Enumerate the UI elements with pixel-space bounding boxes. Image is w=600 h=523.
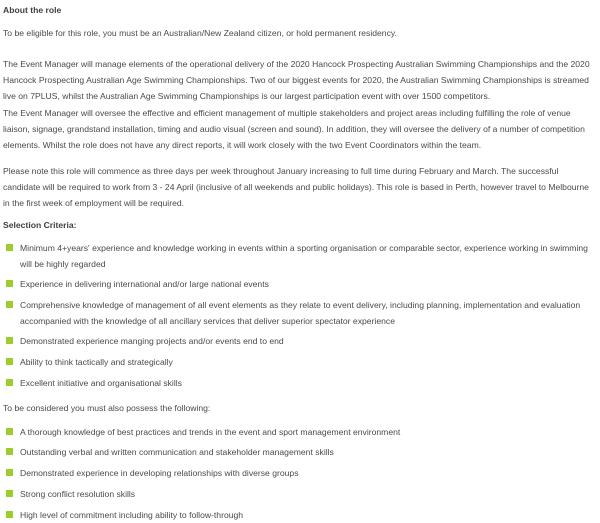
list-item (3, 507, 595, 523)
list-item (3, 375, 595, 391)
about-heading: About the role (3, 5, 62, 15)
list-item (3, 354, 595, 370)
list-item (3, 297, 595, 329)
schedule-paragraph: Please note this role will commence as three days per week throughout January increasing to full time during February and March. The successful candidate will be required to work from 3 - 24 April (inclusive of all weekends and public holidays). This role is based in Perth, however travel to Melbourne in the first week of employment will be required. (3, 166, 589, 208)
list-item (3, 465, 595, 481)
square-bullet-icon (6, 337, 13, 344)
list-item (3, 486, 595, 502)
list-item-text: Outstanding verbal and written communication and stakeholder management skills (20, 447, 334, 457)
square-bullet-icon (6, 301, 13, 308)
list-item-text: High level of commitment including ability to follow-through (20, 510, 244, 520)
list-item-text: A thorough knowledge of best practices and trends in the event and sport management environment (20, 427, 401, 437)
responsibilities-paragraph: The Event Manager will oversee the effective and efficient management of multiple stakeholders and project areas including fulfilling the role of venue liaison, signage, grandstand installation, timing and audio visual (screen and sound). In addition, they will oversee the delivery of a number of competition elements. Whilst the role does not have any direct reports, it will work closely with the two Event Coordinators within the team. (3, 108, 585, 150)
eligibility-paragraph: To be eligible for this role, you must be an Australian/New Zealand citizen, or hold permanent residency. (3, 28, 397, 38)
square-bullet-icon (6, 358, 13, 365)
additional-requirements-intro: To be considered you must also possess the following: (3, 403, 211, 413)
square-bullet-icon (6, 379, 13, 386)
list-item (3, 333, 595, 349)
square-bullet-icon (6, 280, 13, 287)
square-bullet-icon (6, 469, 13, 476)
selection-criteria-heading: Selection Criteria: (3, 220, 77, 230)
square-bullet-icon (6, 448, 13, 455)
list-item-text: Demonstrated experience manging projects and/or events end to end (20, 336, 284, 346)
square-bullet-icon (6, 490, 13, 497)
list-item-text: Experience in delivering international and/or large national events (20, 279, 269, 289)
list-item (3, 444, 595, 460)
list-item (3, 276, 595, 292)
list-item (3, 240, 595, 272)
list-item-text: Comprehensive knowledge of management of all event elements as they relate to event delivery, including planning, implementation and evaluation accompanied with the knowledge of all ancillary services that deliver superior spectator experience (20, 300, 581, 326)
square-bullet-icon (6, 428, 13, 435)
list-item-text: Excellent initiative and organisational skills (20, 378, 182, 388)
list-item-text: Ability to think tactically and strategically (20, 357, 173, 367)
square-bullet-icon (6, 511, 13, 518)
square-bullet-icon (6, 244, 13, 251)
list-item-text: Strong conflict resolution skills (20, 489, 136, 499)
role-overview-paragraph: The Event Manager will manage elements of the operational delivery of the 2020 Hancock Prospecting Australian Swimming Championships and the 2020 Hancock Prospecting Australian Age Swimming Championships. Two of our biggest events for 2020, the Australian Swimming Championships is streamed live on 7PLUS, whilst the Australian Age Swimming Championships is our largest participation event with over 1500 competitors. (3, 59, 590, 101)
list-item-text: Demonstrated experience in developing relationships with diverse groups (20, 468, 299, 478)
list-item (3, 424, 595, 440)
list-item-text: Minimum 4+years' experience and knowledge working in events within a sporting organisation or comparable sector, experience working in swimming will be highly regarded (20, 243, 588, 269)
